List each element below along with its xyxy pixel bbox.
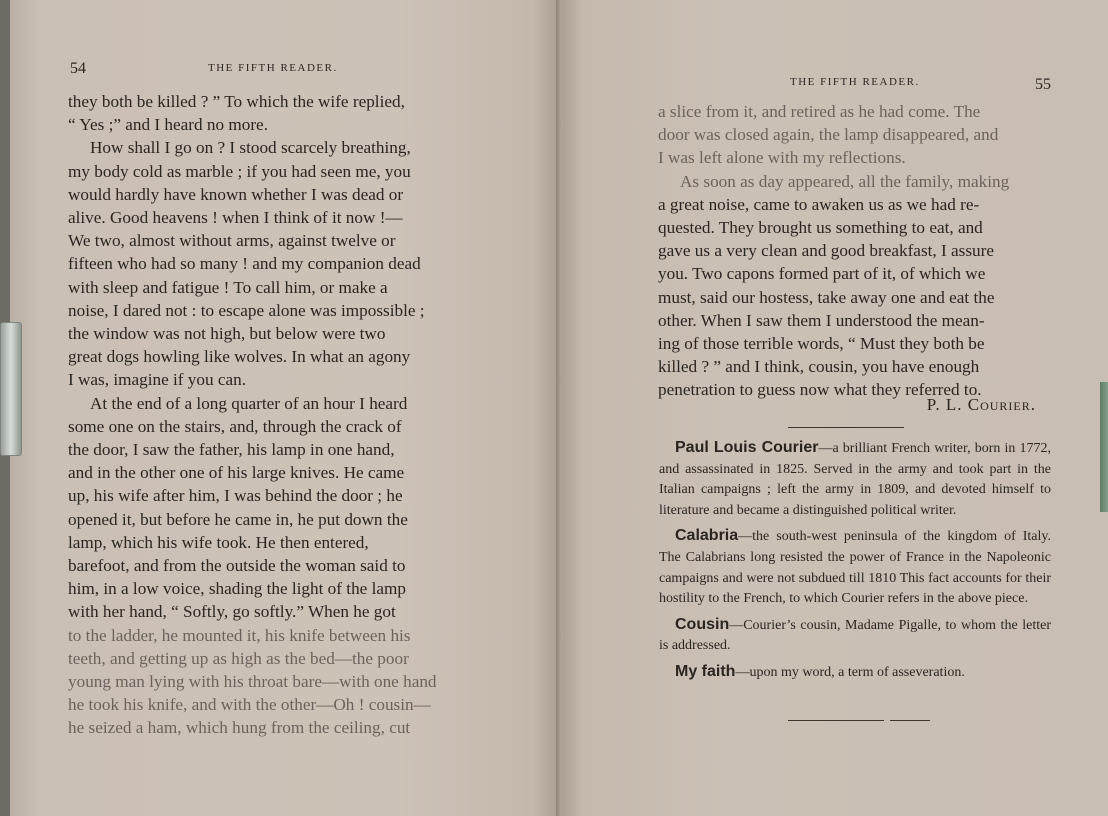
text-line: opened it, but before he came in, he put down the <box>68 509 408 529</box>
text-line: would hardly have known whether I was dead or <box>68 184 404 204</box>
note-text: —upon my word, a term of asseveration. <box>735 664 965 680</box>
text-line: him, in a low voice, shading the light of the lamp <box>68 579 406 599</box>
text-line: a slice from it, and retired as he had come. The <box>658 102 981 121</box>
text-line: We two, almost without arms, against twelve or <box>68 231 396 251</box>
note-term: Calabria <box>675 527 739 545</box>
text-line: you. Two capons formed part of it, of which we <box>658 264 986 284</box>
text-line: a great noise, came to awaken us as we had re- <box>658 194 980 214</box>
text-line: quested. They brought us something to eat, and <box>658 218 983 238</box>
text-line: killed ? ” and I think, cousin, you have enough <box>658 357 980 377</box>
right-page <box>560 0 1108 816</box>
note-text: —Courier’s cousin, Madame Pigalle, to whom the letter is addressed. <box>659 617 1051 654</box>
text-line: As soon as day appeared, all the family, making <box>680 171 1010 191</box>
body-text <box>658 100 1054 402</box>
text-line: barefoot, and from the outside the woman said to <box>68 556 406 576</box>
text-line: ing of those terrible words, “ Must they both be <box>658 334 985 354</box>
note-cousin <box>659 615 1051 657</box>
text-line: he took his knife, and with the other—Oh ! cousin— <box>68 695 431 715</box>
book-gutter <box>556 0 562 816</box>
body-text <box>68 90 488 740</box>
text-line: At the end of a long quarter of an hour I heard <box>90 393 408 413</box>
end-rule-short <box>890 720 930 721</box>
note-text: —a brilliant French writer, born in 1772, and assassinated in 1825. Served in the army and took part in the Italian campaigns ; left the army in 1809, and devoted himself to literature and became a distinguished political writer. <box>659 441 1051 518</box>
text-line: alive. Good heavens ! when I think of it now !— <box>68 208 403 228</box>
text-line: door was closed again, the lamp disappeared, and <box>658 125 999 145</box>
signature-name: Courier. <box>967 395 1036 414</box>
running-head: THE FIFTH READER. <box>790 76 920 88</box>
text-line: the window was not high, but below were two <box>68 324 386 344</box>
text-line: teeth, and getting up as high as the bed—the poor <box>68 648 409 668</box>
text-line: up, his wife after him, I was behind the door ; he <box>68 486 403 506</box>
text-line: with sleep and fatigue ! To call him, or make a <box>68 277 388 297</box>
note-my-faith <box>659 662 1051 684</box>
bookmark-tab <box>1100 382 1108 512</box>
text-line: my body cold as marble ; if you had seen me, you <box>68 161 411 181</box>
signature <box>927 395 1036 415</box>
text-line: gave us a very clean and good breakfast, I assure <box>658 241 994 261</box>
text-line: the door, I saw the father, his lamp in one hand, <box>68 440 395 460</box>
text-line: I was, imagine if you can. <box>68 370 247 390</box>
text-line: with her hand, “ Softly, go softly.” When he got <box>68 602 396 622</box>
text-line: and in the other one of his large knives. He came <box>68 463 405 483</box>
left-page <box>8 0 560 816</box>
text-line: penetration to guess now what they referred to. <box>658 380 982 400</box>
text-line: fifteen who had so many ! and my companion dead <box>68 254 421 274</box>
text-line: to the ladder, he mounted it, his knife between his <box>68 625 411 645</box>
signature-initials: P. L. <box>926 395 963 414</box>
note-calabria <box>659 526 1051 609</box>
text-line: great dogs howling like wolves. In what an agony <box>68 347 411 367</box>
bookmark-tab <box>0 322 22 456</box>
page-number: 54 <box>70 60 86 77</box>
section-divider <box>788 427 904 428</box>
note-term: Paul Louis Courier <box>675 439 819 456</box>
text-line: young man lying with his throat bare—with one hand <box>68 672 437 692</box>
text-line: I was left alone with my reflections. <box>658 148 906 168</box>
note-text: —the south-west peninsula of the kingdom of Italy. The Calabrians long resisted the power of France in the Napoleonic campaigns and were not subdued till 1810 This fact accounts for their hostility to the French, to which Courier refers in the above piece. <box>659 529 1051 607</box>
end-rule-long <box>788 720 884 721</box>
note-term: Cousin <box>675 615 730 633</box>
text-line: must, said our hostess, take away one and eat the <box>658 287 995 307</box>
text-line: “ Yes ;” and I heard no more. <box>68 115 268 135</box>
text-line: other. When I saw them I understood the mean- <box>658 310 985 330</box>
text-line: lamp, which his wife took. He then entered, <box>68 532 369 552</box>
footnotes <box>659 438 1051 689</box>
note-courier <box>659 438 1051 521</box>
text-line: they both be killed ? ” To which the wife replied, <box>68 92 405 111</box>
text-line: How shall I go on ? I stood scarcely breathing, <box>90 138 411 158</box>
text-line: he seized a ham, which hung from the ceiling, cut <box>68 718 411 738</box>
text-line: some one on the stairs, and, through the crack of <box>68 416 402 436</box>
page-number: 55 <box>1035 76 1051 93</box>
running-head: THE FIFTH READER. <box>208 62 338 74</box>
note-term: My faith <box>675 662 736 680</box>
text-line: noise, I dared not : to escape alone was impossible ; <box>68 300 425 320</box>
